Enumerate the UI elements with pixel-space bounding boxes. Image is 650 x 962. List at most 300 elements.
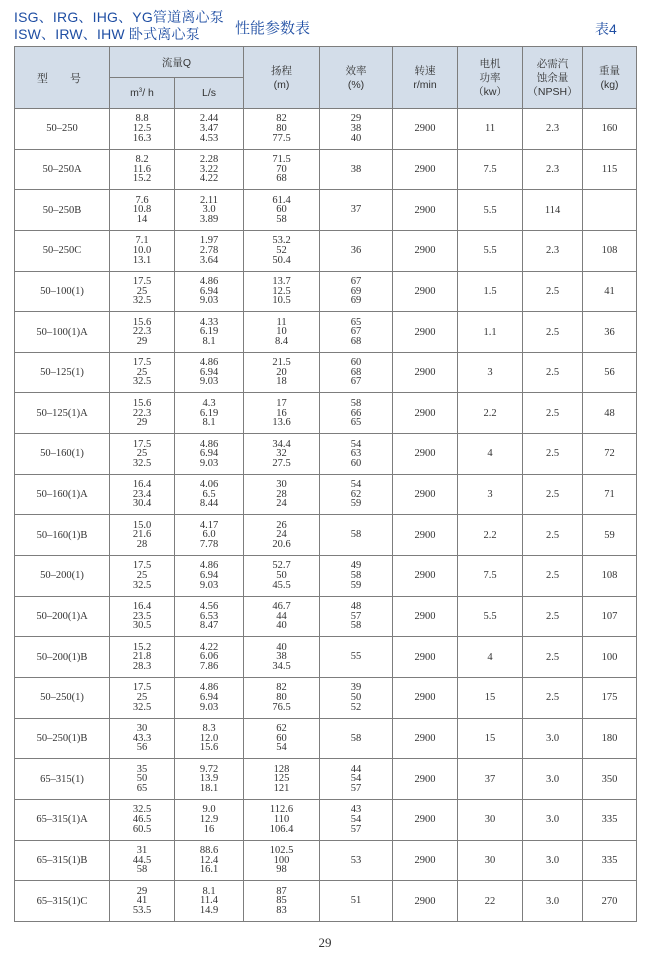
npsh-cell: 2.5 <box>523 312 583 353</box>
head-cell-value: 34.4 <box>272 438 291 450</box>
flow-m3h-cell <box>110 190 175 231</box>
head-cell <box>244 718 320 759</box>
power-cell: 3 <box>458 352 523 393</box>
efficiency-cell-value: 44 <box>350 763 362 775</box>
flow-m3h-cell <box>110 352 175 393</box>
flow-ls-cell-value: 3.0 <box>202 204 216 216</box>
npsh-cell: 2.5 <box>523 271 583 312</box>
col-flow-m3h-header <box>110 78 175 109</box>
flow-m3h-cell-value: 29 <box>136 885 148 897</box>
flow-ls-cell-value: 6.94 <box>199 570 219 582</box>
head-cell-value: 70 <box>276 163 287 175</box>
table-row <box>15 434 637 475</box>
npsh-cell: 2.3 <box>523 149 583 190</box>
head-cell-value: 32 <box>276 448 287 460</box>
flow-m3h-cell-value: 32.5 <box>132 295 152 307</box>
speed-header-unit: r/min <box>413 78 437 91</box>
flow-m3h-cell <box>110 515 175 556</box>
model-cell: 65–315(1)B <box>15 840 110 881</box>
head-cell-value: 52 <box>276 244 287 256</box>
head-cell-value: 53.2 <box>272 235 291 247</box>
speed-header-label: 转速 <box>414 64 436 77</box>
head-cell-value: 60 <box>276 204 287 216</box>
head-cell-value: 10 <box>276 326 287 338</box>
weight-header-unit: (kg) <box>600 78 619 91</box>
speed-cell: 2900 <box>393 230 458 271</box>
head-cell-value: 80 <box>276 123 287 135</box>
npsh-cell: 2.5 <box>523 515 583 556</box>
power-cell: 5.5 <box>458 190 523 231</box>
flow-m3h-cell-value: 32.5 <box>132 457 152 469</box>
flow-ls-cell <box>175 352 244 393</box>
npsh-cell: 3.0 <box>523 840 583 881</box>
efficiency-cell-value: 62 <box>350 488 362 500</box>
table-row <box>15 474 637 515</box>
page-number: 29 <box>318 935 332 950</box>
efficiency-cell <box>320 677 393 718</box>
flow-m3h-cell <box>110 434 175 475</box>
flow-ls-cell <box>175 474 244 515</box>
flow-ls-cell-value: 8.1 <box>202 885 216 897</box>
flow-ls-cell-value: 12.9 <box>199 813 219 825</box>
model-cell: 50–125(1)A <box>15 393 110 434</box>
flow-m3h-cell-value: 32.5 <box>132 701 152 713</box>
head-cell-value: 45.5 <box>272 579 291 591</box>
power-cell: 30 <box>458 799 523 840</box>
weight-cell <box>583 190 637 231</box>
npsh-cell: 2.5 <box>523 434 583 475</box>
npsh-cell: 2.5 <box>523 677 583 718</box>
head-cell <box>244 881 320 922</box>
head-cell-value: 100 <box>273 854 290 866</box>
head-cell-value: 46.7 <box>272 601 291 613</box>
model-cell: 50–250(1)B <box>15 718 110 759</box>
flow-ls-cell <box>175 393 244 434</box>
flow-ls-cell-value: 4.86 <box>199 357 219 369</box>
head-cell <box>244 840 320 881</box>
flow-ls-cell-value: 6.19 <box>199 407 219 419</box>
power-cell: 4 <box>458 637 523 678</box>
efficiency-cell-value: 65 <box>350 417 362 429</box>
head-cell-value: 8.4 <box>274 335 289 347</box>
col-efficiency-header <box>320 47 393 109</box>
efficiency-cell <box>320 352 393 393</box>
flow-m3h-cell-value: 25 <box>136 285 148 297</box>
flow-ls-cell-value: 3.64 <box>199 254 219 266</box>
table-row <box>15 881 637 922</box>
speed-cell: 2900 <box>393 677 458 718</box>
weight-cell: 59 <box>583 515 637 556</box>
flow-ls-cell-value: 6.94 <box>199 366 219 378</box>
power-cell: 3 <box>458 474 523 515</box>
flow-m3h-cell-value: 8.8 <box>135 113 149 125</box>
flow-ls-cell <box>175 556 244 597</box>
table-row <box>15 149 637 190</box>
weight-cell: 72 <box>583 434 637 475</box>
efficiency-cell-value: 67 <box>350 275 362 287</box>
flow-ls-cell <box>175 149 244 190</box>
head-cell-value: 21.5 <box>272 357 291 369</box>
table-row <box>15 352 637 393</box>
flow-ls-cell-value: 4.3 <box>202 397 216 409</box>
efficiency-cell <box>320 718 393 759</box>
power-cell: 11 <box>458 109 523 150</box>
flow-m3h-cell-value: 15.6 <box>132 397 152 409</box>
head-cell-value: 83 <box>276 904 287 916</box>
speed-cell: 2900 <box>393 190 458 231</box>
flow-m3h-cell-value: 17.5 <box>132 275 152 287</box>
npsh-cell: 3.0 <box>523 718 583 759</box>
power-header-line3: （kw） <box>473 85 507 98</box>
power-cell: 5.5 <box>458 596 523 637</box>
head-cell-value: 20.6 <box>272 539 291 551</box>
table-row <box>15 393 637 434</box>
table-row <box>15 556 637 597</box>
power-cell: 15 <box>458 718 523 759</box>
efficiency-cell-value: 38 <box>350 163 362 175</box>
weight-cell: 335 <box>583 799 637 840</box>
efficiency-cell-value: 59 <box>350 498 362 510</box>
efficiency-cell <box>320 149 393 190</box>
efficiency-cell-value: 69 <box>350 295 362 307</box>
flow-m3h-cell-value: 22.3 <box>132 326 152 338</box>
flow-m3h-cell-value: 16.4 <box>132 601 152 613</box>
flow-m3h-cell-value: 23.4 <box>132 488 152 500</box>
table-row <box>15 271 637 312</box>
flow-m3h-cell-value: 16.4 <box>132 479 152 491</box>
head-cell-value: 121 <box>273 782 290 794</box>
flow-ls-cell-value: 14.9 <box>199 904 219 916</box>
weight-cell: 56 <box>583 352 637 393</box>
weight-cell: 48 <box>583 393 637 434</box>
flow-ls-cell-value: 6.19 <box>199 326 219 338</box>
flow-m3h-cell-value: 25 <box>136 691 148 703</box>
flow-m3h-cell-value: 22.3 <box>132 407 152 419</box>
head-cell-value: 110 <box>273 813 290 825</box>
speed-cell: 2900 <box>393 718 458 759</box>
flow-m3h-cell-value: 30 <box>136 723 148 735</box>
speed-cell: 2900 <box>393 556 458 597</box>
npsh-header-line2: 蚀余量 <box>536 71 569 84</box>
head-cell-value: 60 <box>276 732 287 744</box>
col-model-header <box>15 47 110 109</box>
flow-m3h-cell <box>110 596 175 637</box>
head-header-label: 扬程 <box>271 64 293 77</box>
flow-ls-cell <box>175 515 244 556</box>
flow-ls-cell-value: 9.72 <box>199 763 219 775</box>
weight-cell: 270 <box>583 881 637 922</box>
head-cell <box>244 352 320 393</box>
flow-ls-cell <box>175 840 244 881</box>
power-cell: 2.2 <box>458 515 523 556</box>
flow-m3h-cell-value: 12.5 <box>132 123 152 135</box>
npsh-header-line3: （NPSH） <box>527 85 578 98</box>
flow-ls-cell-value: 12.0 <box>199 732 219 744</box>
flow-ls-cell <box>175 312 244 353</box>
page-subtitle: 性能参数表 <box>235 20 311 37</box>
efficiency-cell-value: 58 <box>350 397 362 409</box>
head-cell-value: 13.7 <box>272 275 291 287</box>
flow-m3h-cell-value: 53.5 <box>132 904 152 916</box>
flow-ls-cell-value: 8.47 <box>199 620 219 632</box>
flow-m3h-cell-value: 30.4 <box>132 498 152 510</box>
power-cell: 15 <box>458 677 523 718</box>
speed-cell: 2900 <box>393 759 458 800</box>
speed-cell: 2900 <box>393 393 458 434</box>
model-header-char1: 型 <box>37 72 48 85</box>
head-cell-value: 50 <box>276 570 287 582</box>
flow-ls-cell-value: 4.22 <box>199 641 219 653</box>
flow-m3h-cell <box>110 230 175 271</box>
power-cell: 7.5 <box>458 556 523 597</box>
head-cell <box>244 230 320 271</box>
flow-ls-cell-value: 4.33 <box>199 316 219 328</box>
head-cell-value: 11 <box>276 316 287 328</box>
flow-ls-cell-value: 4.17 <box>199 519 219 531</box>
flow-m3h-cell-value: 16.3 <box>132 132 152 144</box>
flow-m3h-cell-value: 21.6 <box>132 529 152 541</box>
npsh-cell: 2.5 <box>523 596 583 637</box>
efficiency-cell-value: 65 <box>350 316 362 328</box>
model-cell: 65–315(1) <box>15 759 110 800</box>
flow-ls-cell-value: 16 <box>203 823 215 835</box>
flow-ls-cell <box>175 434 244 475</box>
flow-m3h-cell <box>110 881 175 922</box>
power-cell: 30 <box>458 840 523 881</box>
head-cell <box>244 637 320 678</box>
weight-cell: 335 <box>583 840 637 881</box>
model-cell: 50–200(1) <box>15 556 110 597</box>
efficiency-cell-value: 68 <box>350 335 362 347</box>
head-cell-value: 38 <box>276 651 287 663</box>
col-speed-header <box>393 47 458 109</box>
efficiency-cell-value: 58 <box>350 570 362 582</box>
flow-m3h-cell-value: 11.6 <box>133 163 151 175</box>
head-cell-value: 80 <box>276 691 287 703</box>
head-cell-value: 85 <box>276 895 287 907</box>
power-cell: 4 <box>458 434 523 475</box>
head-cell <box>244 759 320 800</box>
flow-ls-cell-value: 8.3 <box>202 723 216 735</box>
flow-m3h-cell-value: 25 <box>136 448 148 460</box>
flow-ls-cell-value: 4.56 <box>199 601 219 613</box>
efficiency-cell <box>320 596 393 637</box>
flow-ls-cell-value: 6.06 <box>199 651 219 663</box>
model-cell: 50–250 <box>15 109 110 150</box>
model-cell: 50–100(1) <box>15 271 110 312</box>
flow-m3h-cell-value: 21.8 <box>132 651 152 663</box>
table-number: 表4 <box>595 21 617 37</box>
model-cell: 50–160(1)B <box>15 515 110 556</box>
flow-ls-cell-value: 8.1 <box>202 335 216 347</box>
header-row-1 <box>15 47 637 78</box>
flow-m3h-cell-value: 44.5 <box>132 854 152 866</box>
npsh-cell: 2.5 <box>523 556 583 597</box>
head-cell <box>244 556 320 597</box>
power-cell: 1.5 <box>458 271 523 312</box>
flow-m3h-cell-value: 15.0 <box>132 519 152 531</box>
efficiency-cell-value: 54 <box>350 438 362 450</box>
head-cell-value: 62 <box>276 723 287 735</box>
power-cell: 7.5 <box>458 149 523 190</box>
power-cell: 5.5 <box>458 230 523 271</box>
flow-m3h-cell-value: 13.1 <box>132 254 152 266</box>
flow-ls-cell-value: 4.86 <box>199 560 219 572</box>
weight-cell: 160 <box>583 109 637 150</box>
flow-m3h-cell <box>110 474 175 515</box>
speed-cell: 2900 <box>393 637 458 678</box>
head-cell-value: 13.6 <box>272 417 291 429</box>
flow-m3h-cell <box>110 637 175 678</box>
efficiency-header-unit: (%) <box>347 78 365 91</box>
flow-m3h-cell-value: 28.3 <box>132 660 152 672</box>
flow-ls-cell-value: 2.44 <box>199 113 219 125</box>
head-cell-value: 44 <box>276 610 287 622</box>
speed-cell: 2900 <box>393 881 458 922</box>
head-cell <box>244 596 320 637</box>
flow-m3h-cell-value: 15.2 <box>132 641 152 653</box>
efficiency-cell-value: 36 <box>350 244 362 256</box>
efficiency-cell-value: 69 <box>350 285 362 297</box>
flow-ls-cell-value: 6.94 <box>199 285 219 297</box>
flow-ls-cell-value: 13.9 <box>199 773 219 785</box>
efficiency-cell-value: 60 <box>350 457 362 469</box>
table-row <box>15 637 637 678</box>
table-row <box>15 515 637 556</box>
head-cell-value: 52.7 <box>272 560 291 572</box>
efficiency-cell-value: 29 <box>350 113 362 125</box>
flow-ls-cell-value: 9.0 <box>202 804 216 816</box>
flow-ls-cell-value: 7.78 <box>199 539 219 551</box>
flow-m3h-cell-value: 32.5 <box>132 376 152 388</box>
flow-ls-cell <box>175 109 244 150</box>
weight-cell: 350 <box>583 759 637 800</box>
npsh-cell: 2.3 <box>523 109 583 150</box>
flow-m3h-cell <box>110 759 175 800</box>
flow-m3h-tail: / h <box>142 87 154 99</box>
flow-ls-cell-value: 11.4 <box>200 895 218 907</box>
flow-m3h-cell-value: 29 <box>136 335 148 347</box>
efficiency-cell-value: 54 <box>350 773 362 785</box>
efficiency-cell <box>320 190 393 231</box>
flow-m3h-cell-value: 25 <box>136 570 148 582</box>
flow-m3h-cell-value: 25 <box>136 366 148 378</box>
head-cell-value: 76.5 <box>272 701 291 713</box>
table-row <box>15 596 637 637</box>
weight-cell: 41 <box>583 271 637 312</box>
flow-ls-cell-value: 4.86 <box>199 438 219 450</box>
flow-ls-cell-value: 4.86 <box>199 275 219 287</box>
flow-m3h-cell-value: 60.5 <box>132 823 152 835</box>
power-header-line1: 电机 <box>479 57 501 70</box>
head-cell-value: 50.4 <box>272 254 291 266</box>
head-cell-value: 27.5 <box>272 457 291 469</box>
head-cell-value: 34.5 <box>272 660 291 672</box>
flow-ls-cell-value: 4.06 <box>199 479 219 491</box>
head-cell-value: 58 <box>276 213 287 225</box>
flow-ls-cell-value: 6.94 <box>199 448 219 460</box>
head-cell-value: 16 <box>276 407 287 419</box>
weight-cell: 108 <box>583 230 637 271</box>
head-cell <box>244 434 320 475</box>
weight-cell: 71 <box>583 474 637 515</box>
head-cell-value: 82 <box>276 682 287 694</box>
flow-m3h-cell-value: 65 <box>136 782 148 794</box>
efficiency-cell <box>320 393 393 434</box>
flow-m3h-cell-value: 30.5 <box>132 620 152 632</box>
power-cell: 2.2 <box>458 393 523 434</box>
flow-ls-cell-value: 2.28 <box>199 154 219 166</box>
npsh-header-line1: 必需汽 <box>536 57 569 70</box>
head-cell-value: 24 <box>276 498 287 510</box>
flow-m3h-cell-value: 32.5 <box>132 579 152 591</box>
flow-m3h-cell <box>110 109 175 150</box>
weight-cell: 36 <box>583 312 637 353</box>
col-weight-header <box>583 47 637 109</box>
efficiency-cell <box>320 474 393 515</box>
table-row <box>15 312 637 353</box>
weight-header-label: 重量 <box>599 64 621 77</box>
weight-cell: 175 <box>583 677 637 718</box>
head-cell-value: 20 <box>276 366 287 378</box>
efficiency-cell <box>320 271 393 312</box>
flow-ls-cell <box>175 271 244 312</box>
head-cell <box>244 190 320 231</box>
col-power-header <box>458 47 523 109</box>
head-cell <box>244 109 320 150</box>
model-cell: 50–160(1) <box>15 434 110 475</box>
flow-m3h-cell <box>110 149 175 190</box>
model-header-char2: 号 <box>70 72 81 85</box>
efficiency-cell-value: 58 <box>350 620 362 632</box>
power-header-line2: 功率 <box>479 71 501 84</box>
flow-m3h-cell-value: 35 <box>136 763 148 775</box>
efficiency-cell-value: 60 <box>350 357 362 369</box>
weight-cell: 100 <box>583 637 637 678</box>
head-cell-value: 87 <box>276 885 287 897</box>
model-cell: 50–200(1)A <box>15 596 110 637</box>
flow-ls-cell-value: 9.03 <box>199 457 219 469</box>
npsh-cell: 2.5 <box>523 474 583 515</box>
head-cell-value: 10.5 <box>272 295 291 307</box>
efficiency-cell-value: 68 <box>350 366 362 378</box>
efficiency-cell-value: 59 <box>350 579 362 591</box>
head-cell-value: 98 <box>276 864 287 876</box>
page-title-line2: ISW、IRW、IHW 卧式离心泵 <box>14 26 200 42</box>
efficiency-cell <box>320 637 393 678</box>
head-cell <box>244 393 320 434</box>
table-row <box>15 190 637 231</box>
efficiency-cell <box>320 312 393 353</box>
efficiency-cell-value: 55 <box>350 651 362 663</box>
head-cell <box>244 799 320 840</box>
efficiency-cell-value: 58 <box>350 732 362 744</box>
flow-ls-cell-value: 2.11 <box>200 194 218 206</box>
npsh-cell: 3.0 <box>523 759 583 800</box>
head-cell-value: 82 <box>276 113 287 125</box>
head-cell <box>244 677 320 718</box>
speed-cell: 2900 <box>393 434 458 475</box>
flow-ls-cell <box>175 596 244 637</box>
flow-ls-cell-value: 4.53 <box>199 132 219 144</box>
flow-ls-cell <box>175 230 244 271</box>
speed-cell: 2900 <box>393 799 458 840</box>
head-cell-value: 54 <box>276 742 287 754</box>
efficiency-cell <box>320 799 393 840</box>
flow-m3h-sup: 3 <box>138 88 143 94</box>
head-cell-value: 68 <box>276 173 287 185</box>
flow-ls-cell-value: 88.6 <box>199 844 219 856</box>
